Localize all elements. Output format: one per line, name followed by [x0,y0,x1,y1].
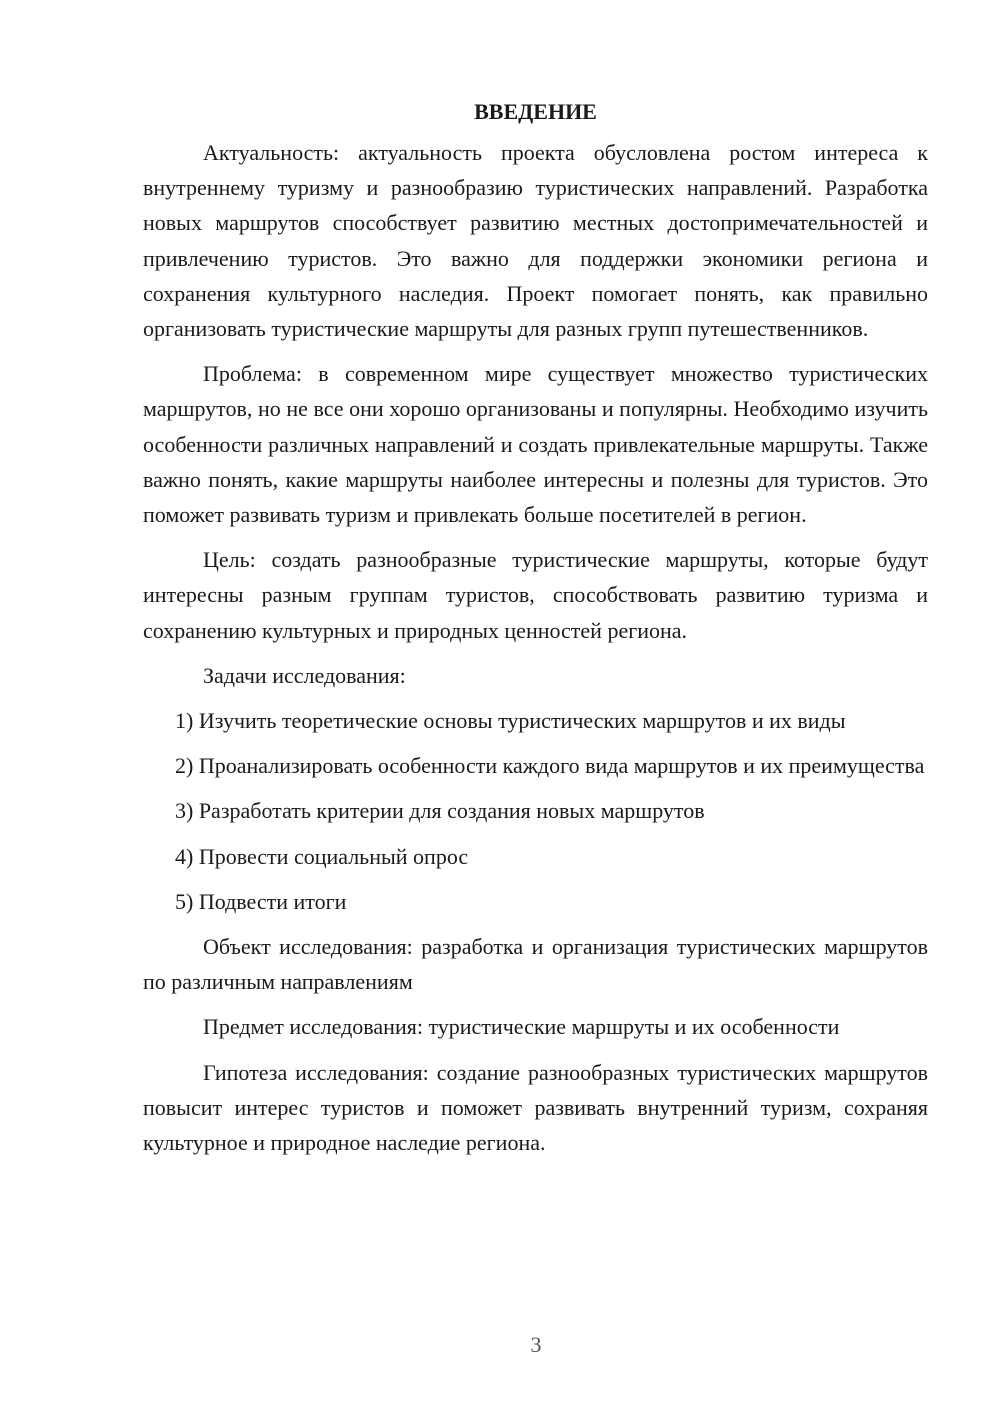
research-subject-paragraph: Предмет исследования: туристические маршруты и их особенности [203,1014,840,1040]
task-item: 1) Изучить теоретические основы туристических маршрутов и их виды [175,708,846,734]
task-item: 2) Проанализировать особенности каждого вида маршрутов и их преимущества [175,753,925,779]
relevance-paragraph: Актуальность: актуальность проекта обусловлена ростом интереса к внутреннему туризму и разнообразию туристических направлений. Разработка новых маршрутов способствует развитию местных достопримечательностей и привлечению туристов. Это важно для поддержки экономики региона и сохранения культурного наследия. Проект помогает понять, как правильно организовать туристические маршруты для разных групп путешественников. [143,140,928,342]
task-item: 4) Провести социальный опрос [175,843,469,869]
tasks-heading: Задачи исследования: [203,662,406,688]
hypothesis-paragraph: Гипотеза исследования: создание разнообразных туристических маршрутов повысит интерес туристов и поможет развивать внутренний туризм, сохраняя культурное и природное наследие региона. [143,1059,928,1156]
problem-paragraph: Проблема: в современном мире существует множество туристических маршрутов, но не все они хорошо организованы и популярны. Необходимо изучить особенности различных направлений и создать привлекательные маршруты. Также важно понять, какие маршруты наиболее интересны и полезны для туристов. Это поможет развивать туризм и привлекать больше посетителей в регион. [143,361,928,528]
goal-paragraph: Цель: создать разнообразные туристические маршруты, которые будут интересны разным группам туристов, способствовать развитию туризма и сохранению культурных и природных ценностей региона. [143,547,928,643]
page-number: 3 [530,1332,542,1357]
page-content [143,94,928,1170]
task-item: 5) Подвести итоги [175,888,347,914]
page-title: ВВЕДЕНИЕ [474,99,597,124]
task-item: 3) Разработать критерии для создания новых маршрутов [175,798,705,824]
research-object-paragraph: Объект исследования: разработка и организация туристических маршрутов по различным направлениям [143,934,928,995]
